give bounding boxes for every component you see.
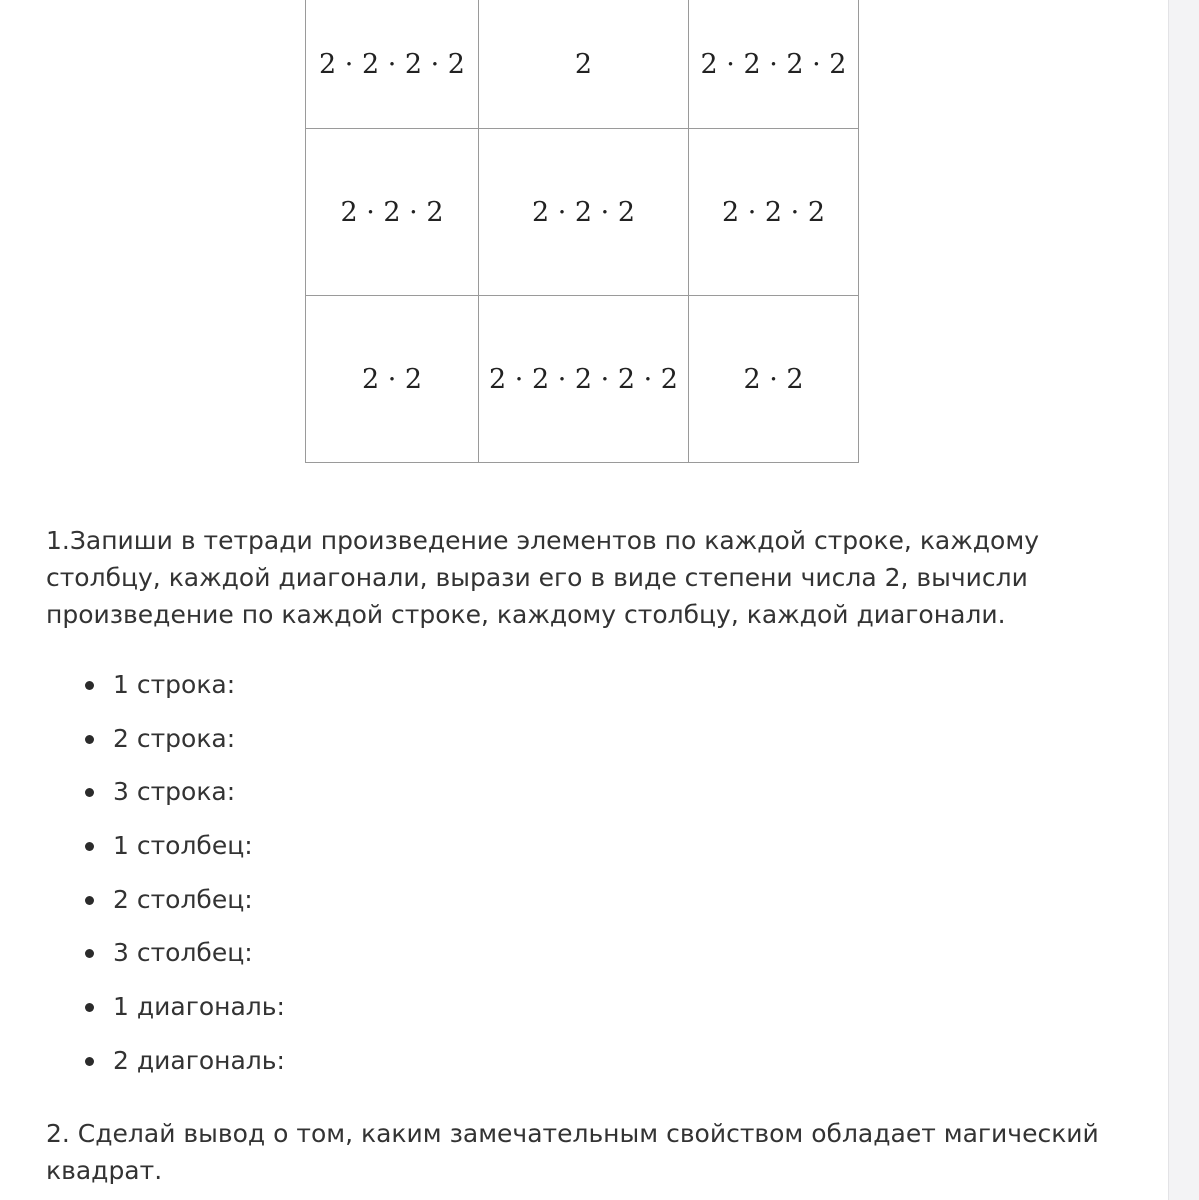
task-2-text: 2. Сделай вывод о том, каким замечательным свойством обладает магический квадрат. <box>46 1119 1099 1185</box>
table-row <box>306 0 859 129</box>
list-item: 3 строка: <box>82 773 285 827</box>
list-item: 1 столбец: <box>82 827 285 881</box>
table-cell: 2 · 2 · 2 <box>306 129 479 296</box>
answer-list <box>82 666 285 1096</box>
table-cell: 2 <box>479 0 689 129</box>
list-item: 3 столбец: <box>82 934 285 988</box>
scrollbar-track[interactable] <box>1168 0 1199 1200</box>
table-cell: 2 · 2 · 2 <box>479 129 689 296</box>
table-row <box>306 296 859 463</box>
list-item: 2 строка: <box>82 720 285 774</box>
table-cell: 2 · 2 <box>306 296 479 463</box>
list-item: 1 диагональ: <box>82 988 285 1042</box>
table-cell: 2 · 2 · 2 <box>689 129 859 296</box>
table-cell: 2 · 2 · 2 · 2 · 2 <box>479 296 689 463</box>
table-cell: 2 · 2 · 2 · 2 <box>306 0 479 129</box>
list-item: 2 столбец: <box>82 881 285 935</box>
table-cell: 2 · 2 <box>689 296 859 463</box>
list-item: 2 диагональ: <box>82 1042 285 1096</box>
list-item: 1 строка: <box>82 666 285 720</box>
table-row <box>306 129 859 296</box>
task-1-text: 1.Запиши в тетради произведение элементов по каждой строке, каждому столбцу, каждой диагонали, вырази его в виде степени числа 2, вычисли произведение по каждой строке, каждому столбцу, каждой диагонали. <box>46 526 1040 629</box>
magic-square-table <box>305 0 859 463</box>
table-cell: 2 · 2 · 2 · 2 <box>689 0 859 129</box>
